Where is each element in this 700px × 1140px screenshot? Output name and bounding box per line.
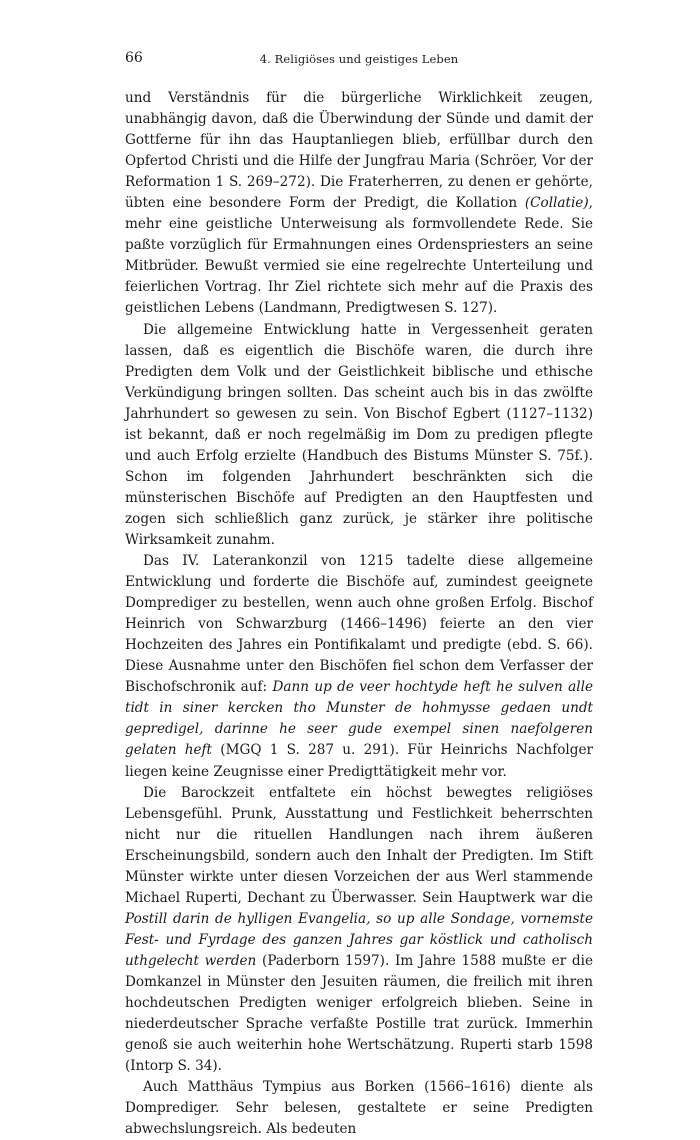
- page-number: 66: [125, 50, 143, 66]
- italic-quotation: (Collatie): [524, 195, 589, 212]
- paragraph-text: Auch Matthäus Tympius aus Borken (1566–1616) diente als Domprediger. Sehr belesen, gestaltete er seine Predigten abwechslungsreich. Als bedeuten: [125, 1079, 593, 1138]
- paragraph-text: Das IV. Laterankonzil von 1215 tadelte diese allgemeine Entwicklung und forderte die Bischöfe auf, zumindest geeignete Domprediger zu bestellen, wenn auch ohne großen Erfolg. Bischof Heinrich von Schwarzburg (1466–1496) feierte an den vier Hochzeiten des Jahres ein Pontifikalamt und predigte (ebd. S. 66). Diese Ausnahme unter den Bischöfen fiel schon dem Verfasser der Bischofschronik auf:: [125, 553, 593, 696]
- body-text: [125, 88, 593, 1140]
- paragraph: [125, 783, 593, 1078]
- paragraph-text: Die Barockzeit entfaltete ein höchst bewegtes religiöses Lebensgefühl. Prunk, Ausstattung und Festlichkeit beherrschten nicht nur die rituellen Handlungen nach ihrem äußeren Erscheinungsbild, sondern auch den Inhalt der Predigten. Im Stift Münster wirkte unter diesen Vorzeichen der aus Werl stammende Michael Ruperti, Dechant zu Überwasser. Sein Hauptwerk war die: [125, 784, 593, 906]
- paragraph-text: und Verständnis für die bürgerliche Wirklichkeit zeugen, unabhängig davon, daß die Überwindung der Sünde und damit der Gottferne für ihn das Hauptanliegen blieb, erfüllbar durch den Opfertod Christi und die Hilfe der Jungfrau Maria (Schröer, Vor der Reformation 1 S. 269–272). Die Fraterherren, zu denen er gehörte, übten eine besondere Form der Predigt, die Kollation: [125, 90, 593, 212]
- paragraph: [125, 88, 593, 320]
- paragraph-text: (Paderborn 1597). Im Jahre 1588 mußte er die Domkanzel in Münster den Jesuiten räumen, die freilich mit ihren hochdeutschen Predigten weniger erfolgreich blieben. Seine in niederdeutscher Sprache verfaßte Postille trat zurück. Immerhin genoß sie auch weiterhin hohe Wertschätzung. Ruperti starb 1598 (Intorp S. 34).: [125, 952, 593, 1075]
- italic-quotation: Postill darin de hylligen Evangelia, so up alle Sondage, vornemste Fest- und Fyrdage des ganzen Jahres gar köstlick und catholisch uthgelecht werden: [125, 910, 593, 969]
- paragraph: [125, 320, 593, 552]
- italic-quotation: Dann up de veer hochtyde heft he sulven alle tidt in siner kercken tho Munster de hohmysse gedaen undt gepredigel, darinne he seer gude exempel sinen naefolgeren gelaten heft: [125, 679, 593, 759]
- running-head: 4. Religiöses und geistiges Leben: [259, 52, 459, 66]
- paragraph-text: Die allgemeine Entwicklung hatte in Vergessenheit geraten lassen, daß es eigentlich die Bischöfe waren, die durch ihre Predigten dem Volk und der Geistlichkeit biblische und ethische Verkündigung bringen sollten. Das scheint auch bis in das zwölfte Jahrhundert so gewesen zu sein. Von Bischof Egbert (1127–1132) ist bekannt, daß er noch regelmäßig im Dom zu predigen pflegte und auch Erfolg erzielte (Handbuch des Bistums Münster S. 75f.). Schon im folgenden Jahrhundert beschränkten sich die münsterischen Bischöfe auf Predigten an den Hauptfesten und zogen sich schließlich ganz zurück, je stärker ihre politische Wirksamkeit zunahm.: [125, 321, 593, 548]
- paragraph: [125, 551, 593, 783]
- paragraph: [125, 1077, 593, 1140]
- page-header: [125, 50, 593, 72]
- paragraph-text: (MGQ 1 S. 287 u. 291). Für Heinrichs Nachfolger liegen keine Zeugnisse einer Predigttätigkeit mehr vor.: [125, 742, 593, 780]
- book-page: [125, 50, 593, 1140]
- paragraph-text: , mehr eine geistliche Unterweisung als formvollendete Rede. Sie paßte vorzüglich für Ermahnungen eines Ordenspriesters an seine Mitbrüder. Bewußt vermied sie eine regelrechte Unterteilung und feierlichen Vortrag. Ihr Ziel richtete sich mehr auf die Praxis des geistlichen Lebens (Landmann, Predigtwesen S. 127).: [125, 195, 593, 317]
